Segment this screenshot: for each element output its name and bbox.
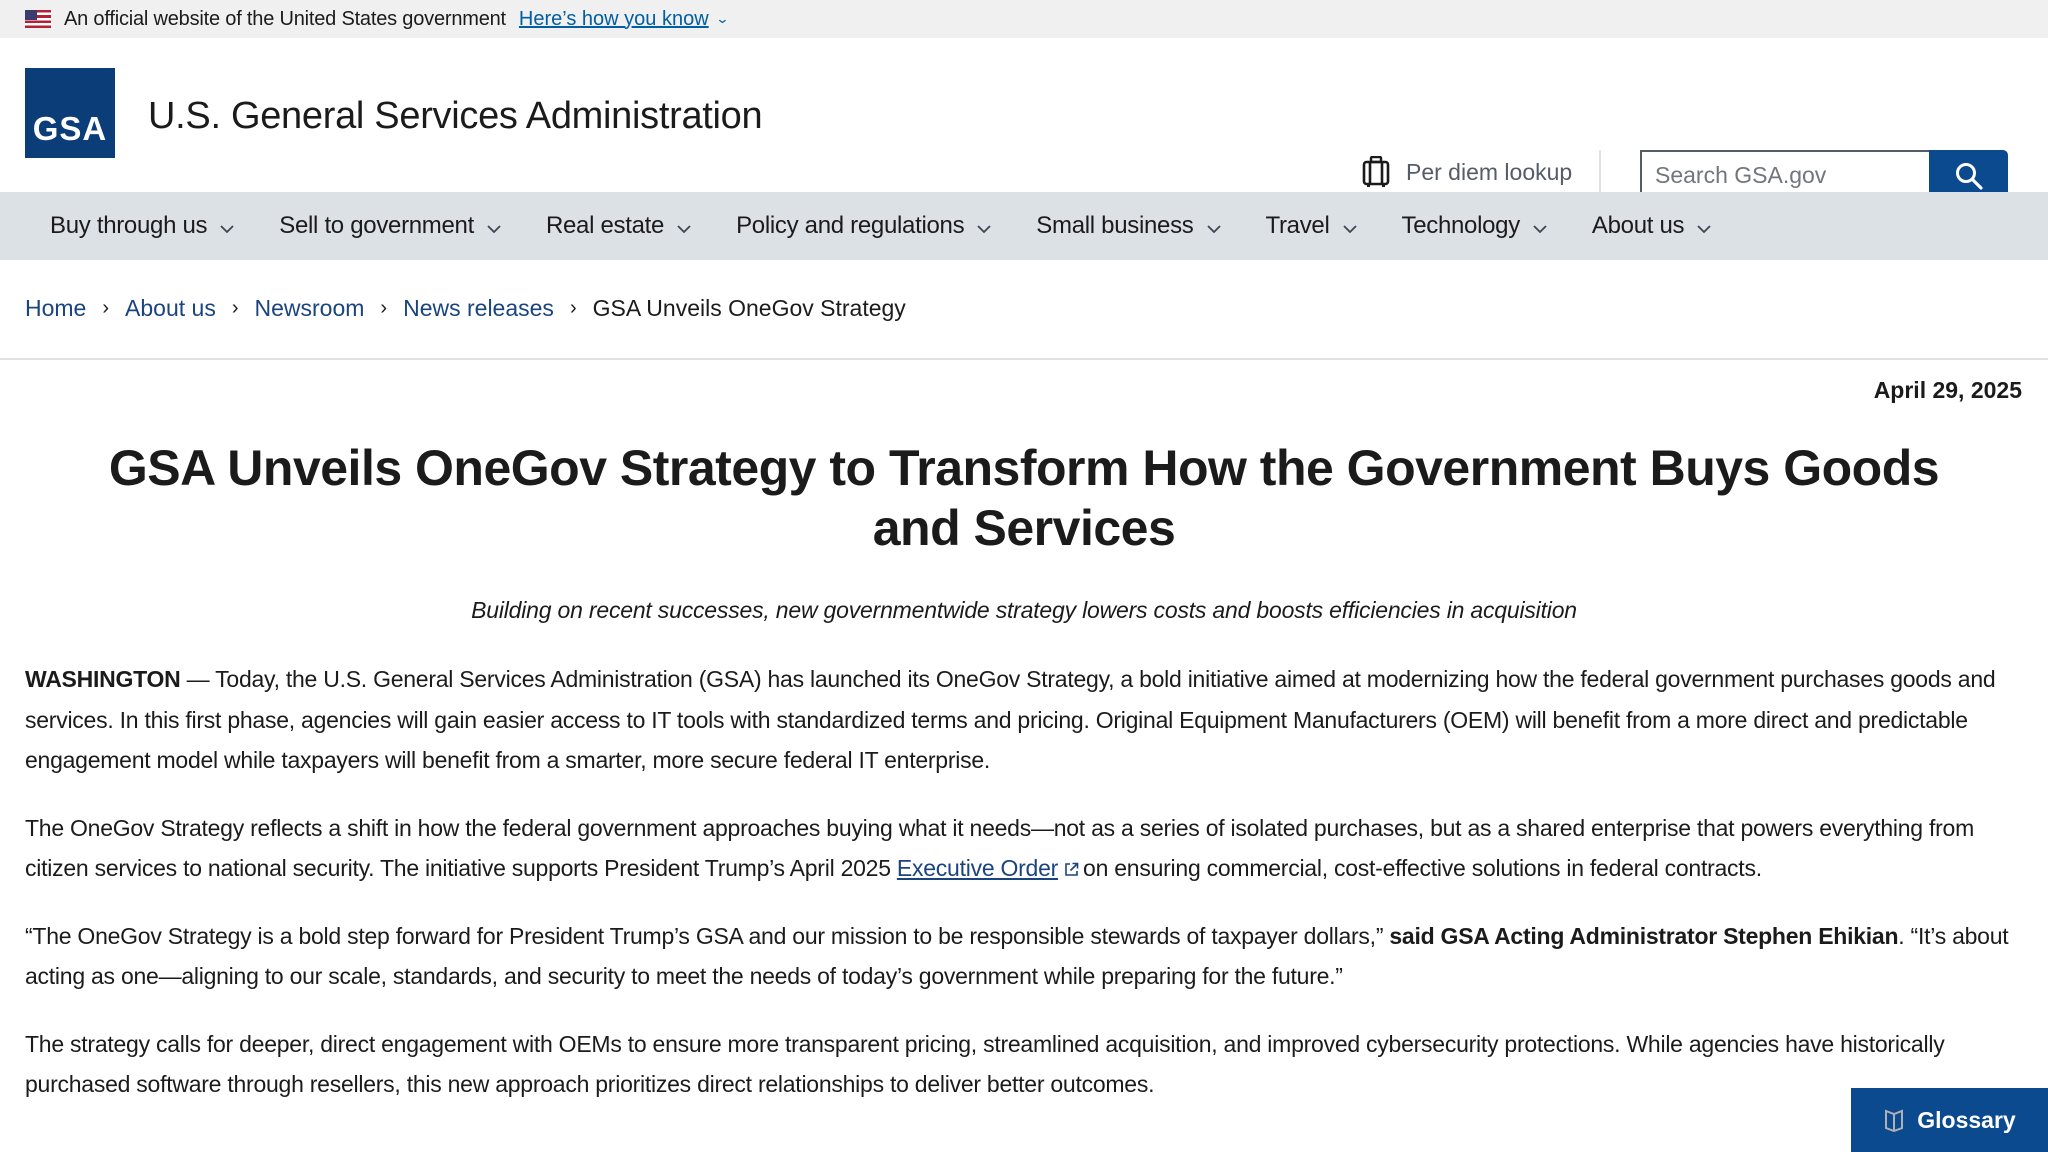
publish-date: April 29, 2025 xyxy=(1873,377,2022,403)
dateline: WASHINGTON xyxy=(25,666,181,692)
chevron-down-icon xyxy=(676,224,692,234)
paragraph-text: The strategy calls for deeper, direct engagement with OEMs to ensure more transparent pricing, streamlined acquisition, and improved cybersecurity protections. While agencies have historically purchased software through resellers, this new approach prioritizes direct relationships to deliver better outcomes. xyxy=(25,1030,1945,1097)
paragraph-text: The OneGov Strategy reflects a shift in how the federal government approaches buying what it needs—not as a series of isolated purchases, but as a shared enterprise that powers everything from citizen services to national security. The initiative supports President Trump’s April 2025 xyxy=(25,814,1974,881)
quote-attribution: said GSA Acting Administrator Stephen Ehikian xyxy=(1389,922,1899,949)
article-subtitle: Building on recent successes, new governmentwide strategy lowers costs and boosts efficiencies in acquisition xyxy=(471,597,1577,623)
external-link-icon xyxy=(1064,862,1079,877)
chevron-down-icon[interactable]: ⌄ xyxy=(715,11,730,26)
paragraph-text: — Today, the U.S. General Services Administration (GSA) has launched its OneGov Strategy, a bold initiative aimed at modernizing how the federal government purchases goods and services. In this first phase, agencies will gain easier access to IT tools with standardized terms and pricing. Original Equipment Manufacturers (OEM) will benefit from a more direct and predictable engagement model while taxpayers will benefit from a smarter, more secure federal IT enterprise. xyxy=(25,666,1996,773)
paragraph-3 xyxy=(25,916,2015,997)
per-diem-label: Per diem lookup xyxy=(1406,158,1573,185)
official-gov-banner xyxy=(0,0,2048,38)
nav-item-sell-to-government[interactable] xyxy=(279,212,502,240)
nav-label: About us xyxy=(1591,212,1685,239)
chevron-down-icon xyxy=(976,224,992,234)
per-diem-lookup-link[interactable] xyxy=(1362,156,1572,188)
section-divider xyxy=(0,358,2048,360)
paragraph-text: on ensuring commercial, cost-effective solutions in federal contracts. xyxy=(1083,855,1762,881)
chevron-down-icon xyxy=(1206,224,1222,234)
heres-how-you-know-link[interactable]: Here’s how you know xyxy=(518,7,709,30)
quote-text: “The OneGov Strategy is a bold step forward for President Trump’s GSA and our mission to be responsible stewards of taxpayer dollars,” xyxy=(25,922,1390,949)
breadcrumb-home[interactable]: Home xyxy=(25,295,87,321)
search-icon xyxy=(1954,161,1984,191)
us-flag-icon xyxy=(25,10,51,28)
article-body xyxy=(25,659,2015,1132)
gsa-logo[interactable]: GSA xyxy=(25,68,115,158)
quote-text: . “It’s about acting as one—aligning to our scale, standards, and security to meet the needs of today’s government while preparing for the future.” xyxy=(25,922,2009,989)
nav-item-buy-through-us[interactable] xyxy=(50,212,235,240)
breadcrumb xyxy=(25,295,906,322)
breadcrumb-newsroom[interactable]: Newsroom xyxy=(254,295,365,321)
glossary-label: Glossary xyxy=(1917,1106,2016,1133)
breadcrumb-current: GSA Unveils OneGov Strategy xyxy=(592,295,906,321)
nav-item-real-estate[interactable] xyxy=(546,212,692,240)
chevron-right-icon: › xyxy=(569,297,577,319)
nav-label: Travel xyxy=(1265,212,1330,239)
nav-item-small-business[interactable] xyxy=(1036,212,1221,240)
paragraph-2 xyxy=(25,808,2015,889)
glossary-button[interactable] xyxy=(1851,1088,2048,1152)
nav-label: Policy and regulations xyxy=(736,212,965,239)
book-icon xyxy=(1883,1108,1905,1132)
site-name[interactable]: U.S. General Services Administration xyxy=(148,95,763,137)
paragraph-4 xyxy=(25,1024,2015,1105)
primary-nav xyxy=(0,192,2048,260)
chevron-down-icon xyxy=(486,224,502,234)
nav-label: Sell to government xyxy=(279,212,474,239)
nav-label: Buy through us xyxy=(50,212,208,239)
suitcase-icon xyxy=(1362,156,1390,188)
nav-item-technology[interactable] xyxy=(1402,212,1548,240)
nav-label: Real estate xyxy=(545,212,665,239)
chevron-down-icon xyxy=(219,224,235,234)
nav-item-about-us[interactable] xyxy=(1592,212,1712,240)
nav-item-travel[interactable] xyxy=(1266,212,1358,240)
breadcrumb-news-releases[interactable]: News releases xyxy=(403,295,554,321)
chevron-right-icon: › xyxy=(102,297,110,319)
chevron-right-icon: › xyxy=(231,297,239,319)
site-header xyxy=(0,38,2048,192)
chevron-down-icon xyxy=(1696,224,1712,234)
chevron-down-icon xyxy=(1342,224,1358,234)
chevron-right-icon: › xyxy=(380,297,388,319)
paragraph-1 xyxy=(25,659,2015,781)
breadcrumb-about-us[interactable]: About us xyxy=(125,295,216,321)
official-website-text: An official website of the United States government xyxy=(64,7,506,30)
chevron-down-icon xyxy=(1532,224,1548,234)
page-title: GSA Unveils OneGov Strategy to Transform How the Government Buys Goods and Services xyxy=(108,440,1940,556)
nav-label: Technology xyxy=(1401,212,1520,239)
nav-item-policy-and-regulations[interactable] xyxy=(736,212,992,240)
nav-label: Small business xyxy=(1036,212,1194,239)
executive-order-link[interactable]: Executive Order xyxy=(896,855,1059,881)
